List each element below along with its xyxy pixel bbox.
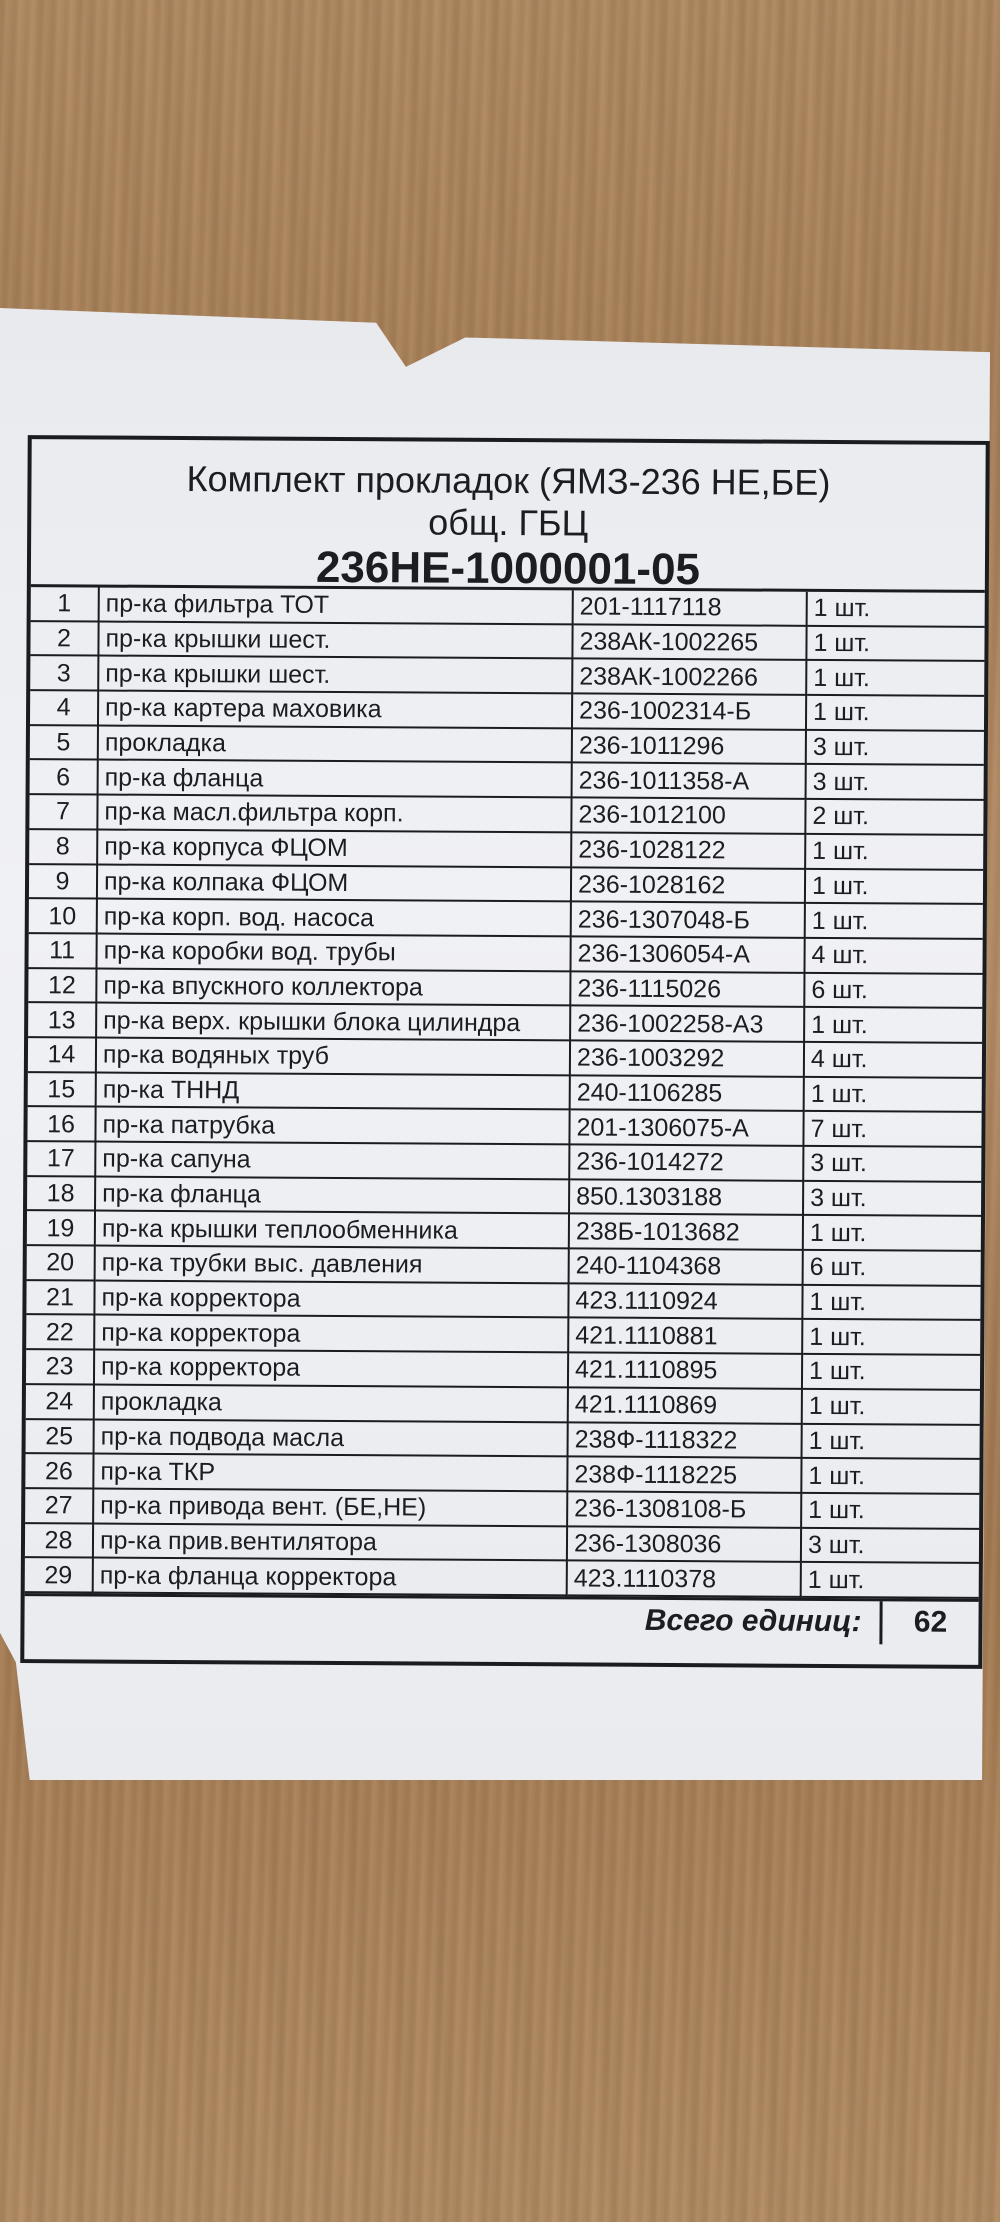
part-name: пр-ка прив.вентилятора [93, 1523, 567, 1561]
part-name: пр-ка фильтра ТОТ [99, 588, 573, 625]
table-row [26, 1280, 980, 1321]
table-row [28, 968, 982, 1009]
row-number: 13 [28, 1002, 96, 1037]
part-name: пр-ка корректора [94, 1280, 568, 1318]
table-row [25, 1488, 979, 1529]
table-row [26, 1384, 980, 1425]
part-name: пр-ка корректора [94, 1315, 568, 1353]
part-quantity: 1 шт. [802, 1285, 980, 1321]
row-number: 22 [26, 1315, 94, 1350]
part-quantity: 1 шт. [802, 1319, 980, 1355]
part-name: пр-ка крышки шест. [98, 656, 572, 694]
part-name: пр-ка верх. крышки блока цилиндра [96, 1003, 570, 1041]
part-name: прокладка [94, 1384, 568, 1422]
row-number: 7 [29, 794, 97, 829]
part-quantity: 1 шт. [802, 1423, 980, 1459]
part-name: пр-ка ТКР [93, 1454, 567, 1492]
row-number: 2 [30, 621, 98, 656]
part-code: 236-1014272 [569, 1144, 803, 1180]
row-number: 16 [27, 1106, 95, 1141]
table-row [29, 829, 983, 870]
part-code: 423.1110924 [568, 1283, 802, 1319]
part-code: 240-1104368 [569, 1248, 803, 1284]
row-number: 6 [30, 760, 98, 795]
table-row [27, 1176, 981, 1217]
part-name: пр-ка масл.фильтра корп. [97, 795, 571, 833]
part-quantity: 1 шт. [803, 1215, 981, 1251]
part-name: пр-ка корректора [94, 1350, 568, 1388]
row-number: 24 [26, 1384, 94, 1419]
table-row [27, 1106, 981, 1147]
table-row [29, 898, 983, 939]
part-code: 201-1117118 [573, 590, 807, 625]
part-quantity: 3 шт. [806, 730, 984, 766]
part-quantity: 1 шт. [806, 626, 984, 662]
total-value: 62 [913, 1605, 948, 1640]
row-number: 9 [29, 864, 97, 899]
part-quantity: 3 шт. [801, 1527, 979, 1563]
part-code: 238Б-1013682 [569, 1214, 803, 1250]
part-name: пр-ка подвода масла [94, 1419, 568, 1457]
row-number: 1 [31, 587, 99, 621]
row-number: 18 [27, 1176, 95, 1211]
part-name: прокладка [98, 725, 572, 763]
table-row [28, 1037, 982, 1078]
part-name: пр-ка фланца [98, 760, 572, 798]
table-row [30, 690, 984, 731]
part-code: 236-1306054-А [570, 936, 804, 972]
row-number: 14 [28, 1037, 96, 1072]
part-code: 236-1028122 [571, 832, 805, 868]
part-code: 236-1011358-А [572, 763, 806, 799]
part-code: 236-1003292 [570, 1040, 804, 1076]
part-quantity: 1 шт. [806, 660, 984, 696]
table-row [29, 864, 983, 905]
row-number: 25 [26, 1419, 94, 1454]
part-code: 236-1308036 [567, 1526, 801, 1562]
part-quantity: 1 шт. [807, 592, 985, 627]
part-code: 421.1110869 [568, 1387, 802, 1423]
row-number: 17 [27, 1141, 95, 1176]
table-row [26, 1315, 980, 1356]
part-name: пр-ка фланца корректора [93, 1558, 567, 1596]
part-code: 238АК-1002266 [572, 659, 806, 695]
table-row [27, 1141, 981, 1182]
parts-list-document [20, 435, 989, 1669]
row-number: 8 [29, 829, 97, 864]
part-quantity: 1 шт. [805, 903, 983, 939]
table-row [26, 1349, 980, 1390]
row-number: 26 [25, 1453, 93, 1488]
part-name: пр-ка корп. вод. насоса [97, 899, 571, 937]
row-number: 4 [30, 690, 98, 725]
row-number: 15 [28, 1072, 96, 1107]
part-quantity: 6 шт. [804, 972, 982, 1008]
part-quantity: 1 шт. [801, 1458, 979, 1494]
part-quantity: 3 шт. [803, 1146, 981, 1182]
part-quantity: 1 шт. [802, 1389, 980, 1425]
part-name: пр-ка сапуна [95, 1141, 569, 1179]
row-number: 10 [29, 898, 97, 933]
part-quantity: 1 шт. [802, 1354, 980, 1390]
kit-subtitle: общ. ГБЦ [428, 501, 589, 544]
part-code: 201-1306075-А [569, 1110, 803, 1146]
part-name: пр-ка коробки вод. трубы [97, 933, 571, 971]
table-row [25, 1557, 979, 1598]
table-row [30, 760, 984, 801]
part-quantity: 1 шт. [805, 868, 983, 904]
table-row [26, 1419, 980, 1460]
part-quantity: 1 шт. [806, 695, 984, 731]
part-code: 236-1028162 [571, 867, 805, 903]
part-quantity: 2 шт. [805, 799, 983, 835]
part-name: пр-ка фланца [95, 1176, 569, 1214]
row-number: 19 [27, 1210, 95, 1245]
part-name: пр-ка впускного коллектора [96, 968, 570, 1006]
part-name: пр-ка крышки теплообменника [95, 1211, 569, 1249]
part-name: пр-ка трубки выс. давления [95, 1246, 569, 1284]
part-name: пр-ка крышки шест. [98, 621, 572, 659]
part-name: пр-ка корпуса ФЦОМ [97, 829, 571, 867]
part-name: пр-ка колпака ФЦОМ [97, 864, 571, 902]
table-row [25, 1523, 979, 1564]
part-quantity: 1 шт. [805, 834, 983, 870]
row-number: 11 [29, 933, 97, 968]
part-quantity: 3 шт. [803, 1181, 981, 1217]
table-row [30, 621, 984, 662]
part-quantity: 4 шт. [804, 1042, 982, 1078]
part-code: 240-1106285 [570, 1075, 804, 1111]
row-number: 28 [25, 1523, 93, 1558]
part-code: 238Ф-1118225 [567, 1457, 801, 1493]
part-code: 236-1307048-Б [571, 902, 805, 938]
part-name: пр-ка ТННД [96, 1072, 570, 1110]
part-code: 236-1012100 [571, 798, 805, 834]
row-number: 29 [25, 1557, 93, 1592]
part-code: 421.1110895 [568, 1353, 802, 1389]
total-row [24, 1593, 978, 1645]
row-number: 23 [26, 1349, 94, 1384]
part-quantity: 1 шт. [804, 1007, 982, 1043]
row-number: 21 [26, 1280, 94, 1315]
part-quantity: 6 шт. [803, 1250, 981, 1286]
part-name: пр-ка водяных труб [96, 1037, 570, 1075]
table-row [29, 933, 983, 974]
part-name: пр-ка картера маховика [98, 691, 572, 729]
part-code: 236-1002314-Б [572, 693, 806, 729]
table-row [25, 1453, 979, 1494]
part-code: 423.1110378 [567, 1561, 801, 1597]
part-code: 238АК-1002265 [572, 624, 806, 660]
row-number: 12 [28, 968, 96, 1003]
table-row [28, 1002, 982, 1043]
part-quantity: 1 шт. [801, 1562, 979, 1598]
table-row [28, 1072, 982, 1113]
part-name: пр-ка патрубка [95, 1107, 569, 1145]
total-label: Всего единиц: [645, 1600, 883, 1644]
part-code: 421.1110881 [568, 1318, 802, 1354]
table-row [29, 794, 983, 835]
table-row [30, 655, 984, 696]
row-number: 20 [27, 1245, 95, 1280]
part-code: 238Ф-1118322 [568, 1422, 802, 1458]
part-quantity: 1 шт. [804, 1076, 982, 1112]
table-row [27, 1210, 981, 1251]
part-quantity: 4 шт. [804, 938, 982, 974]
kit-code: 236НЕ-1000001-05 [315, 542, 701, 595]
row-number: 27 [25, 1488, 93, 1523]
part-code: 850.1303188 [569, 1179, 803, 1215]
kit-title: Комплект прокладок (ЯМЗ-236 НЕ,БЕ) [186, 458, 831, 503]
part-code: 236-1115026 [570, 971, 804, 1007]
part-quantity: 1 шт. [801, 1493, 979, 1529]
row-number: 5 [30, 725, 98, 760]
row-number: 3 [30, 655, 98, 690]
parts-table [25, 587, 985, 1599]
part-code: 236-1011296 [572, 728, 806, 764]
part-quantity: 7 шт. [803, 1111, 981, 1147]
part-quantity: 3 шт. [806, 764, 984, 800]
table-row [30, 725, 984, 766]
part-code: 236-1308108-Б [567, 1491, 801, 1527]
table-row [27, 1245, 981, 1286]
part-name: пр-ка привода вент. (БЕ,НЕ) [93, 1488, 567, 1526]
part-code: 236-1002258-А3 [570, 1006, 804, 1042]
title-block [31, 439, 986, 593]
